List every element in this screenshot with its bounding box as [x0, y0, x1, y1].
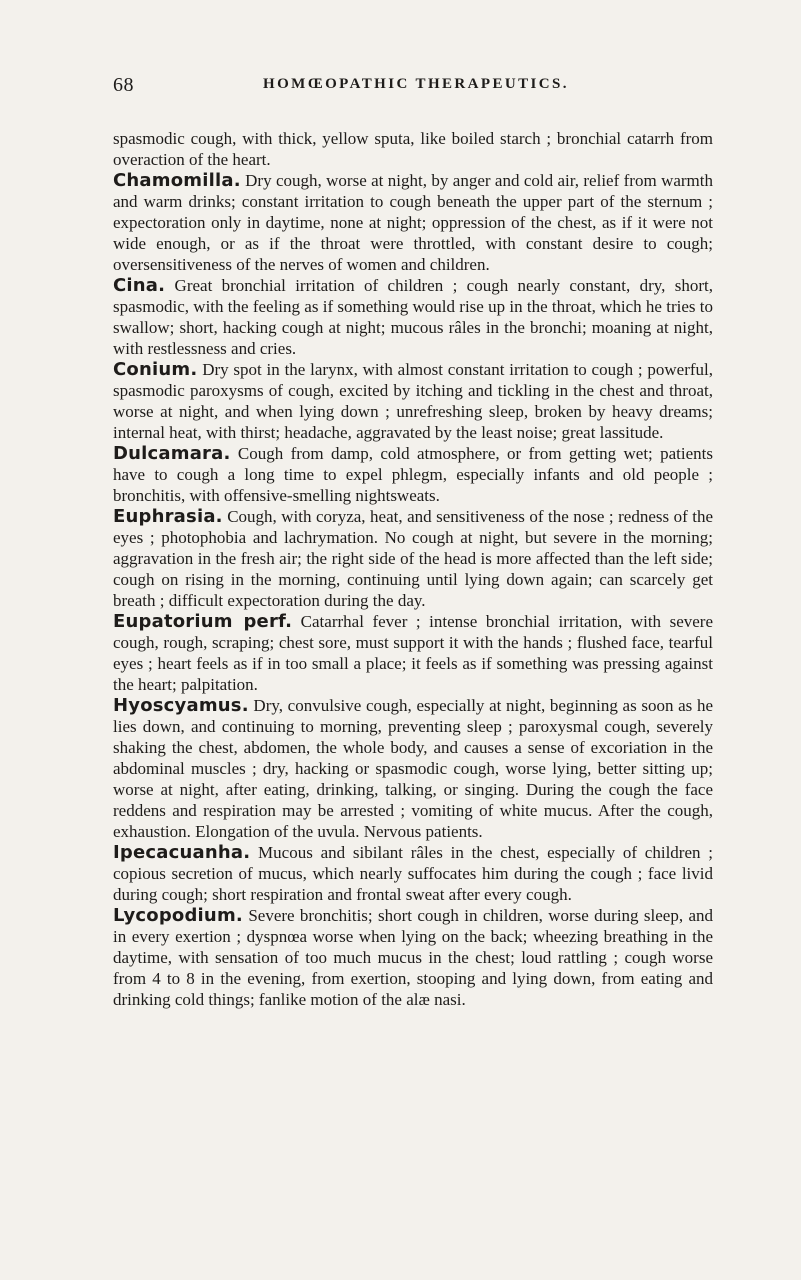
remedy-entry-eupatorium	[113, 611, 713, 695]
remedy-entry-lycopodium	[113, 905, 713, 1010]
running-title: HOMŒOPATHIC THERAPEUTICS.	[263, 76, 569, 92]
continuation-text: spasmodic cough, with thick, yellow sputa, like boiled starch ; bronchial catarrh from overaction of the heart.	[113, 129, 713, 169]
remedy-name: Lycopodium.	[113, 905, 243, 926]
remedy-entry-dulcamara	[113, 443, 713, 506]
remedy-description: Cough from damp, cold atmosphere, or from getting wet; patients have to cough a long time to expel phlegm, especially infants and old people ; bronchitis, with offensive-smelling nightsweats.	[113, 444, 713, 505]
remedy-name: Hyoscyamus.	[113, 695, 249, 716]
remedy-name: Euphrasia.	[113, 506, 223, 527]
remedy-entry-euphrasia	[113, 506, 713, 611]
remedy-name: Eupatorium perf.	[113, 611, 293, 632]
remedy-description: Dry, convulsive cough, especially at night, beginning as soon as he lies down, and continuing to morning, preventing sleep ; paroxysmal cough, severely shaking the chest, abdomen, the whole body, and causes a sense of excoriation in the abdominal muscles ; dry, hacking or spasmodic cough, worse lying, better sitting up; worse at night, after eating, drinking, talking, or singing. During the cough the face reddens and respiration may be arrested ; vomiting of white mucus. After the cough, exhaustion. Elongation of the uvula. Nervous patients.	[113, 696, 713, 841]
remedy-name: Chamomilla.	[113, 170, 241, 191]
remedy-description: Great bronchial irritation of children ; cough nearly constant, dry, short, spasmodic, with the feeling as if something would rise up in the throat, which he tries to swallow; short, hacking cough at night; mucous râles in the bronchi; moaning at night, with restlessness and cries.	[113, 276, 714, 358]
remedy-description: Dry cough, worse at night, by anger and cold air, relief from warmth and warm drinks; constant irritation to cough beneath the upper part of the sternum ; expectoration only in daytime, none at night; oppression of the chest, as if it were not wide enough, or as if the throat were throttled, with constant desire to cough; oversensitiveness of the nerves of women and children.	[113, 171, 713, 274]
remedy-name: Dulcamara.	[113, 443, 231, 464]
remedy-description: Catarrhal fever ; intense bronchial irritation, with severe cough, rough, scraping; chest sore, must support it with the hands ; flushed face, tearful eyes ; heart feels as if in too small a place; it feels as if something was pressing against the heart; palpitation.	[113, 612, 713, 694]
remedy-entry-ipecacuanha	[113, 842, 713, 905]
remedy-entry-hyoscyamus	[113, 695, 713, 842]
remedy-name: Cina.	[113, 275, 166, 296]
remedy-name: Ipecacuanha.	[113, 842, 251, 863]
remedy-description: Dry spot in the larynx, with almost constant irritation to cough ; powerful, spasmodic paroxysms of cough, excited by itching and tickling in the chest and throat, worse at night, and when lying down ; unrefreshing sleep, broken by heavy dreams; internal heat, with thirst; headache, aggravated by the least noise; great lassitude.	[113, 360, 714, 442]
page-number: 68	[113, 74, 134, 96]
remedy-description: Mucous and sibilant râles in the chest, especially of children ; copious secretion of mucus, which nearly suffocates him during the cough ; face livid during cough; short respiration and frontal sweat after every cough.	[113, 843, 714, 904]
remedy-description: Severe bronchitis; short cough in children, worse during sleep, and in every exertion ; dyspnœa worse when lying on the back; wheezing breathing in the daytime, with sensation of too much mucus in the chest; loud rattling ; cough worse from 4 to 8 in the evening, from exertion, stooping and lying down, from eating and drinking cold things; fanlike motion of the alæ nasi.	[113, 906, 713, 1009]
body-text	[113, 128, 713, 1010]
continuation-paragraph	[113, 128, 713, 170]
remedy-description: Cough, with coryza, heat, and sensitiveness of the nose ; redness of the eyes ; photophobia and lachrymation. No cough at night, but severe in the morning; aggravation in the fresh air; the right side of the head is more affected than the left side; cough on rising in the morning, continuing until lying down again; can scarcely get breath ; difficult expectoration during the day.	[113, 507, 714, 610]
remedy-entry-chamomilla	[113, 170, 713, 275]
remedy-entry-cina	[113, 275, 713, 359]
remedy-name: Conium.	[113, 359, 198, 380]
page-header	[113, 74, 723, 104]
remedy-entry-conium	[113, 359, 713, 443]
